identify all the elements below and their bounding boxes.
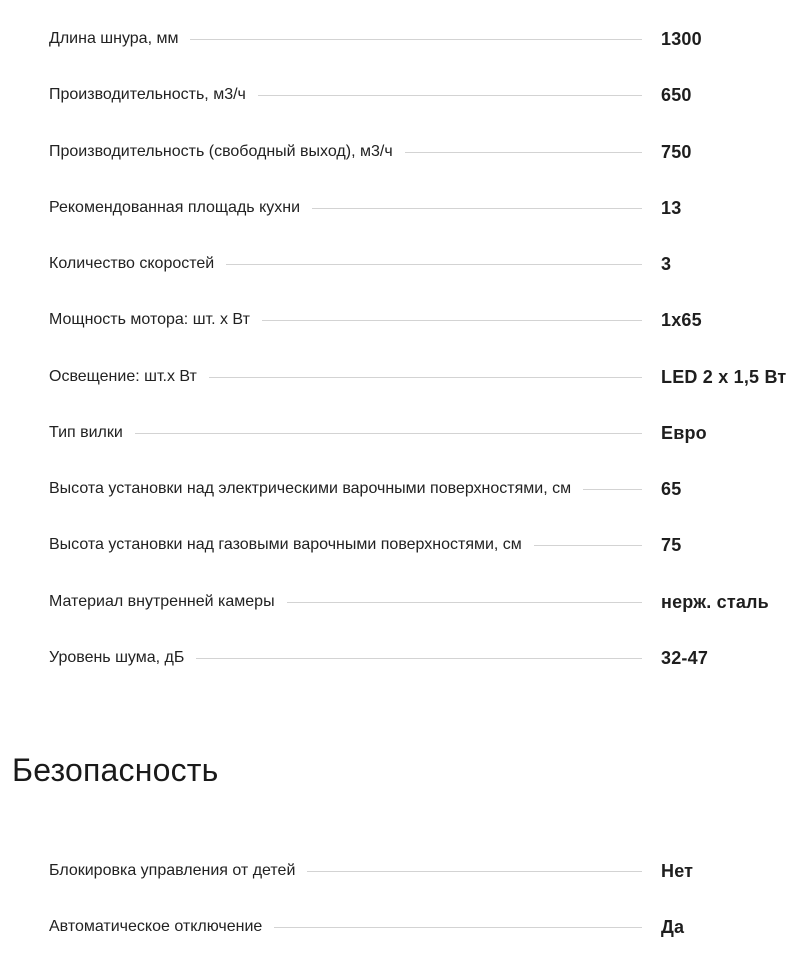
spec-label: Производительность, м3/ч <box>49 86 258 104</box>
spec-label: Уровень шума, дБ <box>49 649 196 667</box>
leader-line <box>258 95 642 96</box>
spec-label: Производительность (свободный выход), м3/ч <box>49 143 405 161</box>
spec-value: 650 <box>661 84 692 105</box>
spec-label: Тип вилки <box>49 424 135 442</box>
spec-value: 3 <box>661 253 672 274</box>
spec-label: Высота установки над электрическими варочными поверхностями, см <box>49 480 583 498</box>
spec-row-capacity <box>49 67 787 123</box>
leader-line <box>196 658 642 659</box>
leader-line <box>405 152 642 153</box>
spec-row-noise-level <box>49 630 787 686</box>
spec-row-height-electric <box>49 461 787 517</box>
leader-line <box>583 489 642 490</box>
spec-label: Высота установки над газовыми варочными поверхностями, см <box>49 536 534 554</box>
leader-line <box>262 320 642 321</box>
spec-value: 750 <box>661 141 692 162</box>
spec-row-capacity-free-outlet <box>49 124 787 180</box>
leader-line <box>209 377 642 378</box>
spec-label: Рекомендованная площадь кухни <box>49 199 312 217</box>
section-title-safety: Безопасность <box>12 752 219 788</box>
spec-label: Освещение: шт.х Вт <box>49 368 209 386</box>
leader-line <box>135 433 642 434</box>
spec-label: Количество скоростей <box>49 255 226 273</box>
spec-label: Блокировка управления от детей <box>49 862 307 880</box>
spec-value: 75 <box>661 534 682 555</box>
spec-row-speeds <box>49 236 787 292</box>
leader-line <box>274 927 642 928</box>
spec-row-height-gas <box>49 517 787 573</box>
spec-row-plug-type <box>49 405 787 461</box>
spec-value: 65 <box>661 478 682 499</box>
leader-line <box>312 208 642 209</box>
spec-row-auto-shutoff <box>49 899 787 955</box>
spec-value: 1300 <box>661 28 702 49</box>
leader-line <box>226 264 642 265</box>
spec-value: Нет <box>661 860 694 881</box>
spec-row-lighting <box>49 349 787 405</box>
spec-value: 13 <box>661 197 682 218</box>
spec-row-inner-material <box>49 574 787 630</box>
spec-value: нерж. сталь <box>661 591 769 612</box>
leader-line <box>190 39 642 40</box>
spec-label: Мощность мотора: шт. х Вт <box>49 311 262 329</box>
leader-line <box>287 602 642 603</box>
spec-row-motor-power <box>49 292 787 348</box>
spec-value: 1x65 <box>661 309 702 330</box>
spec-value: Да <box>661 916 685 937</box>
leader-line <box>534 545 642 546</box>
spec-label: Автоматическое отключение <box>49 918 274 936</box>
spec-value: LED 2 x 1,5 Вт <box>661 366 787 387</box>
spec-value: Евро <box>661 422 707 443</box>
spec-row-kitchen-area <box>49 180 787 236</box>
spec-label: Длина шнура, мм <box>49 30 190 48</box>
spec-row-child-lock <box>49 843 787 899</box>
spec-row-cord-length <box>49 11 787 67</box>
leader-line <box>307 871 642 872</box>
spec-label: Материал внутренней камеры <box>49 593 287 611</box>
spec-value: 32-47 <box>661 647 709 668</box>
